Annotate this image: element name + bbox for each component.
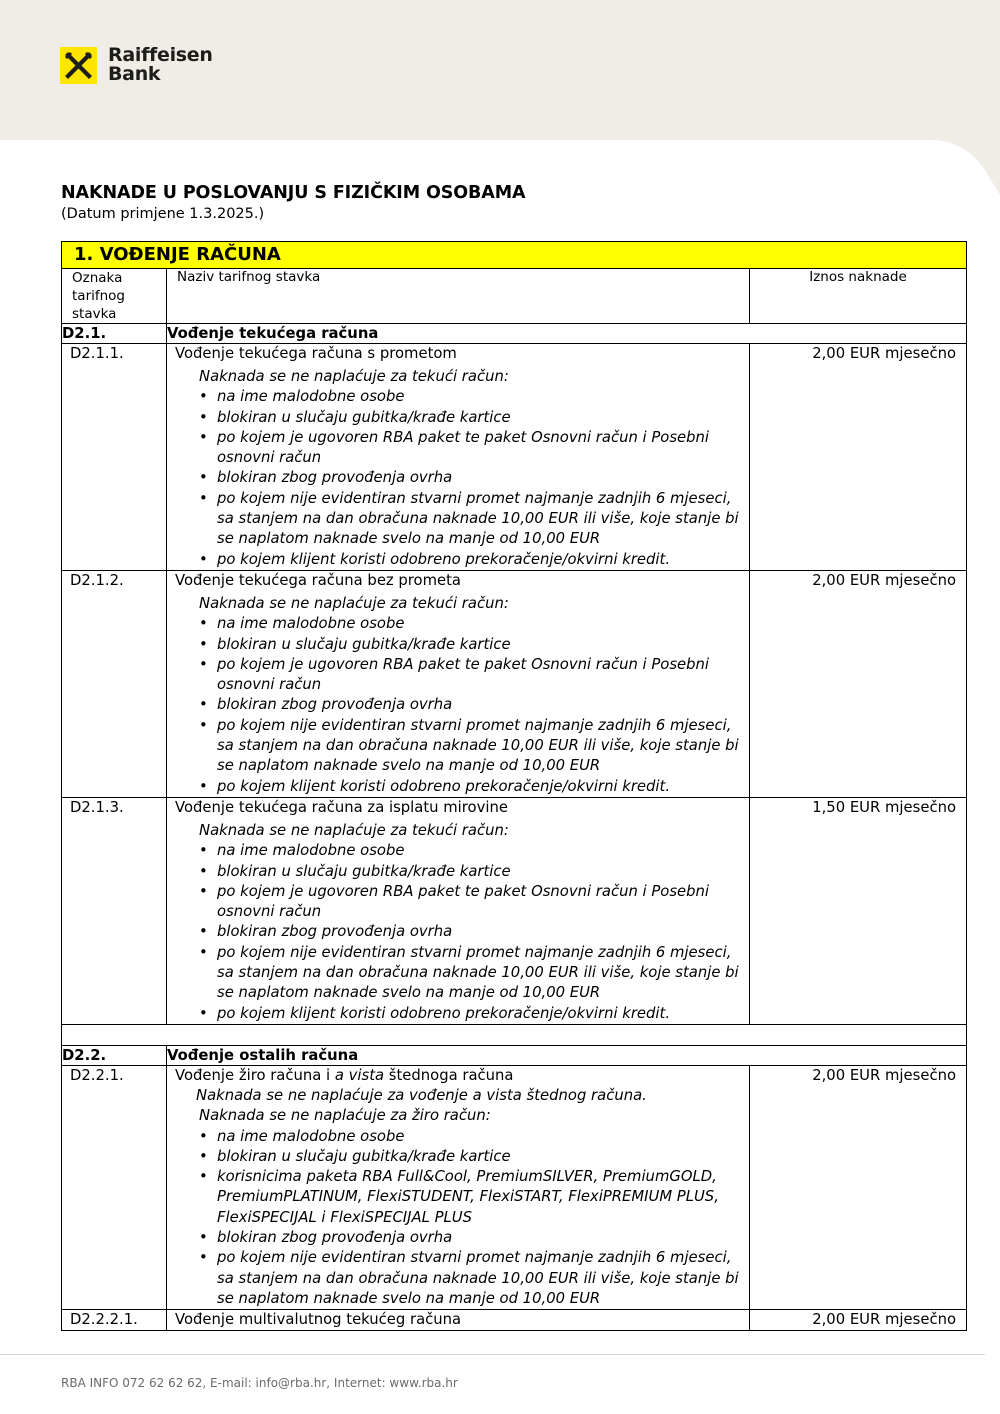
group-row xyxy=(62,324,967,344)
exemption-notes xyxy=(175,594,749,797)
item-amount: 2,00 EUR mjesečno xyxy=(750,570,967,797)
item-code: D2.1.3. xyxy=(62,797,167,1024)
note-intro: Naknada se ne naplaćuje za tekući račun: xyxy=(199,594,509,612)
document-title: NAKNADE U POSLOVANJU S FIZIČKIM OSOBAMA xyxy=(61,183,526,203)
list-item: • blokiran zbog provođenja ovrha xyxy=(217,695,749,715)
group-code: D2.2. xyxy=(62,1045,167,1065)
list-item: • blokiran zbog provođenja ovrha xyxy=(217,922,749,942)
list-item: • po kojem nije evidentiran stvarni promet najmanje zadnjih 6 mjeseci, sa stanjem na dan obračuna naknade 10,00 EUR ili više, koje stanje bi se naplatom naknade svelo na manje od 10,00 EUR xyxy=(217,716,749,777)
item-code: D2.1.1. xyxy=(62,344,167,571)
list-item: • na ime malodobne osobe xyxy=(217,387,749,407)
item-cell xyxy=(167,344,750,571)
logo-mark-icon xyxy=(60,47,97,84)
logo-wordmark: Raiffeisen Bank xyxy=(108,44,213,85)
list-item: • po kojem je ugovoren RBA paket te paket Osnovni račun i Posebni osnovni račun xyxy=(217,428,749,469)
footer-divider xyxy=(0,1354,985,1355)
item-cell xyxy=(167,797,750,1024)
table-row xyxy=(62,1065,967,1309)
group-title: Vođenje ostalih računa xyxy=(167,1045,967,1065)
item-code: D2.2.1. xyxy=(62,1065,167,1309)
item-cell xyxy=(167,1065,750,1309)
note-intro: Naknada se ne naplaćuje za žiro račun: xyxy=(199,1107,491,1125)
list-item: • blokiran u slučaju gubitka/krađe kartice xyxy=(217,1147,749,1167)
group-code: D2.1. xyxy=(62,324,167,344)
table-row xyxy=(62,344,967,571)
item-amount: 2,00 EUR mjesečno xyxy=(750,1310,967,1331)
column-header-row xyxy=(62,269,967,324)
item-name: Vođenje tekućega računa za isplatu mirovine xyxy=(175,798,508,816)
document-subtitle: (Datum primjene 1.3.2025.) xyxy=(61,206,265,222)
list-item: • blokiran zbog provođenja ovrha xyxy=(217,1228,749,1248)
column-header-name: Naziv tarifnog stavka xyxy=(167,269,750,324)
note-intro: Naknada se ne naplaćuje za tekući račun: xyxy=(199,821,509,839)
group-row xyxy=(62,1045,967,1065)
list-item: • po kojem klijent koristi odobreno prekoračenje/okvirni kredit. xyxy=(217,1004,749,1024)
list-item: • korisnicima paketa RBA Full&Cool, PremiumSILVER, PremiumGOLD, PremiumPLATINUM, FlexiSTUDENT, FlexiSTART, FlexiPREMIUM PLUS, FlexiSPECIJAL i FlexiSPECIJAL PLUS xyxy=(217,1167,749,1228)
exemption-list xyxy=(199,841,749,1024)
list-item: • po kojem nije evidentiran stvarni promet najmanje zadnjih 6 mjeseci, sa stanjem na dan obračuna naknade 10,00 EUR ili više, koje stanje bi se naplatom naknade svelo na manje od 10,00 EUR xyxy=(217,489,749,550)
table-row xyxy=(62,797,967,1024)
item-name: Vođenje tekućega računa bez prometa xyxy=(175,571,461,589)
exemption-notes xyxy=(175,367,749,570)
item-amount: 2,00 EUR mjesečno xyxy=(750,344,967,571)
table-row xyxy=(62,1310,967,1331)
item-code: D2.1.2. xyxy=(62,570,167,797)
item-cell xyxy=(167,570,750,797)
spacer-row xyxy=(62,1024,967,1045)
fees-table xyxy=(61,241,967,1331)
list-item: • na ime malodobne osobe xyxy=(217,614,749,634)
list-item: • blokiran u slučaju gubitka/krađe kartice xyxy=(217,862,749,882)
column-header-amount: Iznos naknade xyxy=(750,269,967,324)
note-pre: Naknada se ne naplaćuje za vođenje a vista štednog računa. xyxy=(196,1086,647,1104)
table-row xyxy=(62,570,967,797)
note-intro: Naknada se ne naplaćuje za tekući račun: xyxy=(199,368,509,385)
exemption-list xyxy=(199,614,749,797)
list-item: • po kojem klijent koristi odobreno prekoračenje/okvirni kredit. xyxy=(217,550,749,570)
list-item: • blokiran zbog provođenja ovrha xyxy=(217,468,749,488)
list-item: • po kojem nije evidentiran stvarni promet najmanje zadnjih 6 mjeseci, sa stanjem na dan obračuna naknade 10,00 EUR ili više, koje stanje bi se naplatom naknade svelo na manje od 10,00 EUR xyxy=(217,943,749,1004)
list-item: • po kojem nije evidentiran stvarni promet najmanje zadnjih 6 mjeseci, sa stanjem na dan obračuna naknade 10,00 EUR ili više, koje stanje bi se naplatom naknade svelo na manje od 10,00 EUR xyxy=(217,1248,749,1309)
section-title: 1. VOĐENJE RAČUNA xyxy=(62,242,967,269)
list-item: • blokiran u slučaju gubitka/krađe kartice xyxy=(217,635,749,655)
raiffeisen-logo[interactable] xyxy=(60,46,213,84)
exemption-list xyxy=(199,1127,749,1310)
section-header-row xyxy=(62,242,967,269)
list-item: • na ime malodobne osobe xyxy=(217,841,749,861)
item-name: Vođenje tekućega računa s prometom xyxy=(175,345,457,362)
list-item: • na ime malodobne osobe xyxy=(217,1127,749,1147)
exemption-notes xyxy=(175,1086,749,1309)
list-item: • blokiran u slučaju gubitka/krađe kartice xyxy=(217,408,749,428)
exemption-notes xyxy=(175,821,749,1024)
item-code: D2.2.2.1. xyxy=(62,1310,167,1331)
column-header-code: Oznaka tarifnog stavka xyxy=(62,269,167,324)
list-item: • po kojem je ugovoren RBA paket te paket Osnovni račun i Posebni osnovni račun xyxy=(217,655,749,696)
item-amount: 2,00 EUR mjesečno xyxy=(750,1065,967,1309)
footer-contact: RBA INFO 072 62 62 62, E-mail: info@rba.hr, Internet: www.rba.hr xyxy=(61,1376,458,1390)
list-item: • po kojem je ugovoren RBA paket te paket Osnovni račun i Posebni osnovni račun xyxy=(217,882,749,923)
item-name: Vođenje multivalutnog tekućeg računa xyxy=(167,1310,750,1331)
list-item: • po kojem klijent koristi odobreno prekoračenje/okvirni kredit. xyxy=(217,777,749,797)
item-name: Vođenje žiro računa i a vista štednoga računa xyxy=(175,1066,514,1084)
exemption-list xyxy=(199,387,749,570)
item-amount: 1,50 EUR mjesečno xyxy=(750,797,967,1024)
group-title: Vođenje tekućega računa xyxy=(167,324,967,344)
